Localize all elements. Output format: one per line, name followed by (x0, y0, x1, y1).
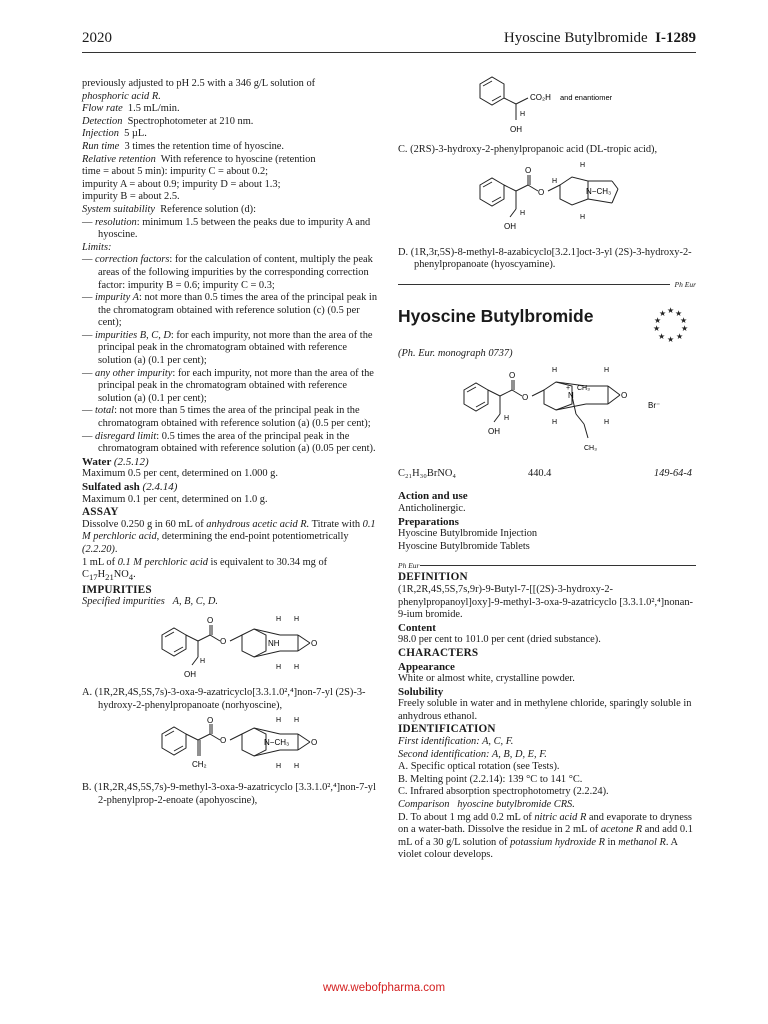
svg-text:★: ★ (676, 331, 684, 341)
ash-heading: Sulfated ash (2.4.14) (82, 481, 178, 493)
struct-h: H (200, 658, 206, 666)
molecular-weight: 440.4 (528, 468, 552, 480)
limits-label: Limits: (82, 241, 112, 253)
svg-text:★: ★ (653, 323, 661, 333)
monograph-title-row (398, 304, 696, 348)
injection: Injection 5 µL. (82, 128, 147, 140)
first-identification: First identification: A, C, F. (398, 736, 514, 748)
limit-item: — total: not more than 5 times the area of the principal peak in the chromatogram obtained with reference solution (a) (0.5 per cent); (82, 405, 371, 430)
assay-heading: ASSAY (82, 506, 119, 519)
page-header (82, 30, 696, 52)
struct-h: H (520, 209, 526, 217)
resolution-item: — resolution: minimum 1.5 between the peaks due to impurity A and hyoscine. (82, 216, 371, 241)
monograph-ref: (Ph. Eur. monograph 0737) (398, 347, 513, 359)
page-ref: I-1289 (655, 30, 696, 46)
struct-h: H (604, 419, 610, 427)
impurity-a-caption: A. (1R,2R,4S,5S,7s)-3-oxa-9-azatricyclo[3.3.1.0²,⁴]non-7-yl (2S)-3-hydroxy-2-phenylpropanoate (norhyoscine), (82, 687, 366, 711)
struct-o: O (207, 616, 214, 626)
system-suitability: System suitability Reference solution (d): (82, 203, 257, 215)
svg-text:★: ★ (675, 308, 683, 318)
action-heading: Action and use (398, 490, 468, 503)
hyoscine-butylbromide-structure (452, 364, 712, 462)
definition-heading: DEFINITION (398, 571, 468, 584)
characters-heading: CHARACTERS (398, 646, 479, 659)
struct-h: H (552, 419, 558, 427)
second-identification: Second identification: A, B, D, E, F. (398, 748, 547, 760)
header-rule (82, 52, 696, 53)
impurity-b-caption: B. (1R,2R,4S,5S,7s)-9-methyl-3-oxa-9-azatricyclo [3.3.1.0²,⁴]non-7-yl 2-phenylprop-2-enoate (apohyoscine), (82, 782, 376, 806)
page-number: 2020 (82, 30, 112, 46)
struct-enantiomer: and enantiomer (560, 93, 613, 102)
svg-text:★: ★ (681, 323, 689, 333)
svg-text:★: ★ (667, 305, 675, 315)
struct-o: O (509, 371, 516, 381)
struct-n: N (568, 391, 574, 401)
struct-h: H (580, 161, 586, 169)
struct-oh: OH (510, 125, 522, 134)
struct-h: H (276, 763, 282, 771)
solubility-text: Freely soluble in water and in methylene chloride, sparingly soluble in anhydrous ethanol. (398, 698, 692, 722)
water-heading: Water (2.5.12) (82, 455, 149, 468)
struct-plus: + (566, 385, 571, 393)
struct-h: H (552, 367, 558, 375)
identification-d: D. To about 1 mg add 0.2 mL of nitric acid R and evaporate to dryness on a water-bath. Dissolve the residue in 2 mL of acetone R and add 0.1 mL of a 30 g/L solution of potassium hydroxide R in methanol R. A violet colour develops. (398, 811, 693, 861)
content-text: 98.0 per cent to 101.0 per cent (dried substance). (398, 634, 601, 646)
limit-item: — disregard limit: 0.5 times the area of the principal peak in the chromatogram obtained with reference solution (a) (0.05 per cent). (82, 430, 376, 455)
struct-h: H (580, 213, 586, 221)
identification-b: B. Melting point (2.2.14): 139 °C to 141 °C. (398, 773, 583, 785)
struct-oh: OH (184, 670, 196, 680)
struct-o: O (311, 738, 318, 748)
content-heading: Content (398, 621, 436, 634)
struct-o: O (538, 187, 545, 197)
struct-ch3: CH₃ (577, 385, 590, 393)
svg-text:★: ★ (658, 331, 666, 341)
struct-h: H (604, 367, 610, 375)
struct-h: H (552, 177, 558, 185)
comparison: Comparison hyoscine butylbromide CRS. (398, 799, 575, 811)
svg-text:★: ★ (667, 334, 675, 344)
ph-eur-start-marker: Ph Eur (398, 559, 696, 571)
struct-o: O (220, 736, 227, 746)
molecular-formula: C₂₁H₃₀BrNO₄ (398, 468, 456, 480)
assay-text: Dissolve 0.250 g in 60 mL of anhydrous acetic acid R. Titrate with 0.1 M perchloric acid, determining the end-point potentiometrically (2.2.20). (82, 518, 376, 555)
preparation-item: Hyoscine Butylbromide Injection (398, 528, 538, 540)
struct-h: H (294, 664, 300, 672)
svg-text:★: ★ (659, 308, 667, 318)
ash-text: Maximum 0.1 per cent, determined on 1.0 g. (82, 493, 268, 505)
formula-row (398, 468, 696, 482)
struct-nch3: N−CH₃ (586, 186, 612, 196)
footer-url[interactable]: www.webofpharma.com (322, 982, 446, 994)
struct-h: H (294, 717, 300, 725)
limit-item: — any other impurity: for each impurity, not more than the area of the principal peak in the chromatogram obtained with reference solution (a) (0.1 per cent); (82, 367, 374, 404)
impurities-heading: IMPURITIES (82, 583, 152, 596)
running-title: Hyoscine Butylbromide I-1289 (503, 30, 696, 46)
detection: Detection Spectrophotometer at 210 nm. (82, 115, 254, 127)
assay-equivalence: 1 mL of 0.1 M perchloric acid is equivalent to 30.34 mg of $C_{17}H_{21}NO_4$. (82, 556, 328, 583)
water-text: Maximum 0.5 per cent, determined on 1.000 g. (82, 468, 278, 480)
relative-retention: Relative retention With reference to hyoscine (retention time = about 5 min): impurity C = about 0.2; impurity A = about 0.9; impurity D = about 1.3; impurity B = about 2.5. (82, 153, 316, 203)
ph-eur-end-marker: Ph Eur (398, 278, 696, 290)
impurity-d-caption: D. (1R,3r,5S)-8-methyl-8-azabicyclo[3.2.1]oct-3-yl (2S)-3-hydroxy-2-phenylpropanoate (hyoscyamine). (398, 246, 692, 271)
struct-h: H (294, 616, 300, 624)
intro-text: previously adjusted to pH 2.5 with a 346 g/L solution of phosphoric acid R. (82, 78, 316, 102)
struct-h: H (276, 616, 282, 624)
impurity-b-structure (150, 716, 350, 778)
struct-ch3: CH₃ (584, 445, 597, 453)
struct-oh: OH (488, 427, 500, 437)
struct-h: H (520, 111, 526, 118)
flow-rate: Flow rate 1.5 mL/min. (82, 103, 180, 115)
right-column (398, 60, 696, 862)
struct-o: O (525, 165, 532, 175)
svg-text:★: ★ (654, 315, 662, 325)
run-time: Run time 3 times the retention time of hyoscine. (82, 140, 285, 152)
monograph-title: Hyoscine Butylbromide (398, 305, 594, 326)
struct-oh: OH (504, 221, 516, 231)
preparations-heading: Preparations (398, 515, 459, 528)
struct-co2h: CO₂H (530, 93, 551, 102)
cas-number: 149-64-4 (653, 468, 692, 480)
impurity-d-structure (468, 159, 708, 243)
solubility-heading: Solubility (398, 685, 444, 698)
struct-h: H (276, 664, 282, 672)
limit-item: — impurity A: not more than 0.5 times the area of the principal peak in the chromatogram obtained with reference solution (c) (0.5 per cent); (82, 292, 378, 329)
limit-item: — impurities B, C, D: for each impurity, not more than the area of the principal peak in the chromatogram obtained with reference solution (a) (0.1 per cent); (82, 329, 373, 367)
action-text: Anticholinergic. (398, 502, 466, 514)
identification-heading: IDENTIFICATION (398, 723, 496, 736)
appearance-heading: Appearance (398, 660, 455, 673)
identification-a: A. Specific optical rotation (see Tests). (398, 761, 560, 773)
struct-h: H (276, 717, 282, 725)
struct-o: O (522, 393, 529, 403)
struct-nh: NH (268, 639, 280, 649)
struct-ch2: CH₂ (192, 760, 207, 770)
left-column (82, 78, 380, 807)
impurity-c-caption: C. (2RS)-3-hydroxy-2-phenylpropanoic acid (DL-tropic acid), (398, 144, 658, 155)
svg-text:★: ★ (680, 315, 688, 325)
struct-h: H (504, 415, 510, 423)
struct-o: O (207, 716, 214, 726)
preparation-item: Hyoscine Butylbromide Tablets (398, 540, 530, 552)
identification-c: C. Infrared absorption spectrophotometry (2.2.24). (398, 786, 609, 798)
struct-o: O (220, 637, 227, 647)
struct-h: H (294, 763, 300, 771)
impurity-c-structure (468, 64, 708, 142)
limit-item: — correction factors: for the calculation of content, multiply the peak areas of the following impurities by the corresponding correction factor: impurity B = 0.6; impurity C = 0.3; (82, 254, 373, 291)
struct-o: O (621, 391, 628, 401)
impurity-a-structure (150, 613, 350, 683)
struct-nch3: N−CH₃ (264, 738, 290, 748)
struct-br: Br⁻ (648, 401, 661, 411)
ph-eur-stars-icon (648, 304, 692, 348)
specified-impurities: Specified impurities A, B, C, D. (82, 596, 218, 608)
definition-text: (1R,2R,4S,5S,7s,9r)-9-Butyl-7-[[(2S)-3-hydroxy-2-phenylpropanoyl]oxy]-9-methyl-3-oxa-9-azatricyclo [3.3.1.0²,⁴]nonan-9-ium bromide. (398, 583, 693, 621)
struct-o: O (311, 639, 318, 649)
appearance-text: White or almost white, crystalline powder. (398, 673, 575, 685)
